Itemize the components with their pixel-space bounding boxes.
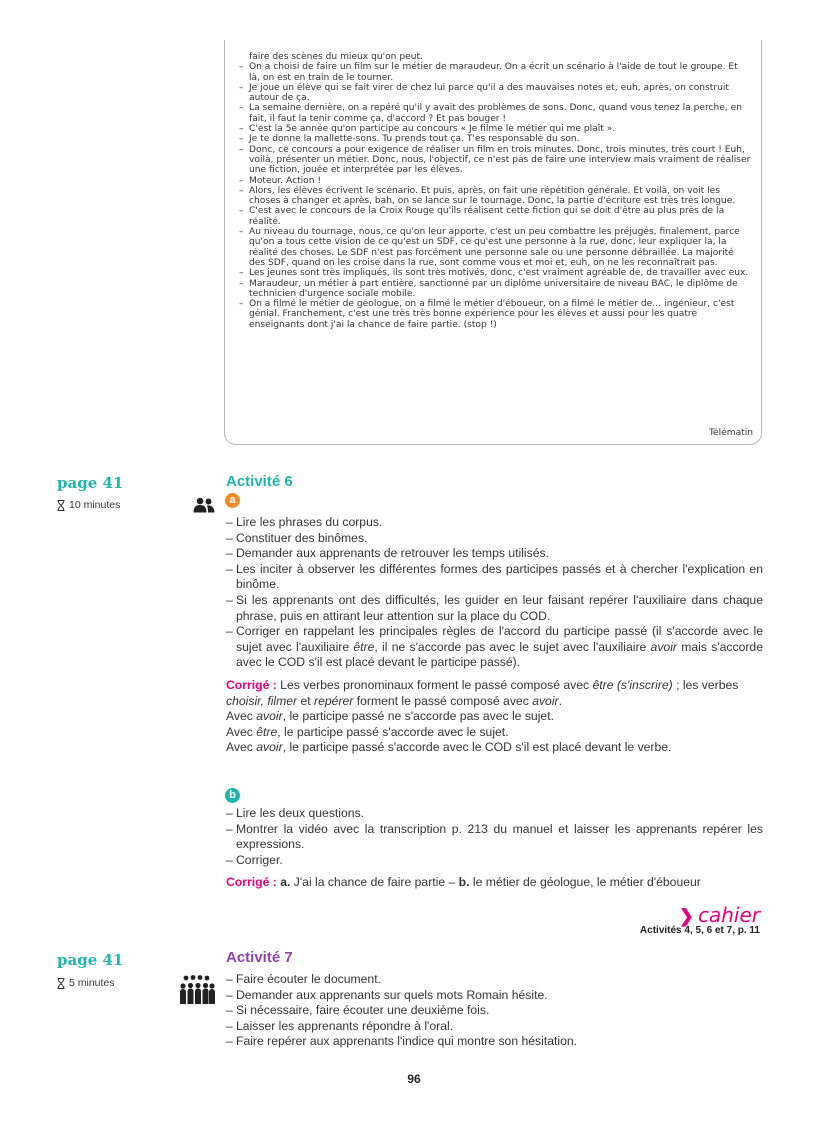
list-item — [226, 624, 763, 671]
pair-work-icon — [193, 497, 215, 513]
text-italic: être — [256, 724, 278, 739]
text: Les verbes pronominaux forment le passé composé avec — [276, 677, 593, 692]
text: Avec — [226, 709, 257, 724]
activity7-list — [226, 972, 763, 1050]
text: ; les verbes — [672, 677, 739, 692]
activity6-duration — [57, 499, 120, 511]
transcript-line: – Moteur. Action ! — [239, 176, 751, 186]
list-item: – Faire repérer aux apprenants l'indice qui montre son hésitation. — [226, 1034, 763, 1050]
text-italic: être (s'inscrire) — [592, 677, 673, 692]
transcript-line: – Maraudeur, un métier à part entière, sanctionné par un diplôme universitaire de niveau BAC, le diplôme de technicien d'urgence sociale mobile. — [239, 279, 751, 300]
hourglass-icon — [57, 500, 65, 511]
step-italic: avoir — [650, 639, 677, 654]
text: le métier de géologue, le métier d'éboueur — [469, 875, 701, 890]
text: Avec — [226, 724, 257, 739]
text-italic: repérer — [314, 693, 354, 708]
text: . — [558, 693, 562, 708]
cahier-reference — [640, 903, 760, 936]
cahier-label: cahier — [697, 903, 760, 927]
rule-line — [226, 725, 763, 741]
transcript-lines — [239, 62, 751, 330]
list-item: – Constituer des binômes. — [226, 531, 763, 547]
list-item: – Laisser les apprenants répondre à l'oral. — [226, 1019, 763, 1035]
part-b-steps — [226, 806, 763, 868]
text-bold: b. — [458, 875, 470, 890]
activity7-title: Activité 7 — [226, 949, 293, 966]
activity6-part-a — [226, 515, 763, 756]
step-text: Corriger en rappelant les principales règles de l'accord du participe passé (il s'accorde avec le sujet avec l'auxiliaire — [236, 624, 763, 654]
text: , le participe passé s'accorde avec le sujet. — [277, 724, 509, 739]
arrow-right-icon: ❯ — [678, 906, 694, 926]
step-text: , il ne s'accorde pas avec le sujet avec l'auxiliaire — [374, 639, 651, 654]
activity7-steps — [226, 972, 763, 1050]
hourglass-icon — [57, 978, 65, 989]
part-b-badge: b — [225, 788, 240, 803]
transcript-line: – C'est la 5e année qu'on participe au concours « Je filme le métier qui me plaît ». — [239, 124, 751, 134]
text: forment le passé composé avec — [353, 693, 533, 708]
corrige-b — [226, 875, 763, 891]
corrige-a — [226, 678, 763, 709]
list-item: – Corriger. — [226, 853, 763, 869]
part-a-steps — [226, 515, 763, 671]
duration-text: 10 minutes — [69, 499, 121, 511]
rule-line — [226, 709, 763, 725]
text: J'ai la chance de faire partie – — [290, 875, 459, 890]
text-italic: avoir — [532, 693, 559, 708]
transcript-box — [224, 40, 762, 445]
list-item: – Lire les phrases du corpus. — [226, 515, 763, 531]
transcript-line: – C'est avec le concours de la Croix Rouge qu'ils réalisent cette fiction qui se doit d'être au plus près de la réalité. — [239, 206, 751, 227]
text: Avec — [226, 740, 257, 755]
transcript-line: – Alors, les élèves écrivent le scénario. Et puis, après, on fait une répétition générale. Et voilà, on voit les choses à changer et après, bah, on se lance sur le tournage. Donc, la partie d'écriture est très très longue. — [239, 186, 751, 207]
list-item: – Si nécessaire, faire écouter une deuxième fois. — [226, 1003, 763, 1019]
list-item: – Lire les deux questions. — [226, 806, 763, 822]
list-item: – Montrer la vidéo avec la transcription p. 213 du manuel et laisser les apprenants repérer les expressions. — [226, 822, 763, 853]
transcript-line: – Au niveau du tournage, nous, ce qu'on leur apporte, c'est un peu combattre les préjugés, finalement, parce qu'on a tous cette vision de ce qu'est un SDF, ce qu'est une personne à la rue, donc, leur expliquer la, la réalité des choses. Le SDF n'est pas forcément une personne sale ou une personne débraillée. La majorité des SDF, quand on les croise dans la rue, sont comme vous et moi et, euh, on ne les reconnaîtrait pas. — [239, 227, 751, 268]
text: , le participe passé ne s'accorde pas avec le sujet. — [282, 709, 554, 724]
transcript-first-line: faire des scènes du mieux qu'on peut. — [249, 52, 423, 62]
corrige-label: Corrigé : — [226, 677, 277, 692]
list-item: – Demander aux apprenants sur quels mots Romain hésite. — [226, 988, 763, 1004]
list-item: – Demander aux apprenants de retrouver les temps utilisés. — [226, 546, 763, 562]
page-number: 96 — [407, 1072, 421, 1086]
list-item: – Faire écouter le document. — [226, 972, 763, 988]
transcript-source: Télématin — [708, 427, 753, 438]
transcript-line: – Les jeunes sont très impliqués, ils sont très motivés, donc, c'est vraiment agréable de, de travailler avec eux. — [239, 268, 751, 278]
corrige-label: Corrigé : — [226, 875, 277, 890]
activity7-page-ref: page 41 — [57, 951, 124, 969]
activity7-duration — [57, 977, 115, 989]
list-item: – Les inciter à observer les différentes formes des participes passés et à chercher l'explication en binôme. — [226, 562, 763, 593]
group-work-icon — [180, 975, 215, 1005]
rule-line — [226, 740, 763, 756]
step-italic: être — [353, 639, 375, 654]
transcript-line: – Je te donne la mallette-sons. Tu prends tout ça. T'es responsable du son. — [239, 134, 751, 144]
transcript-line: – La semaine dernière, on a repéré qu'il y avait des problèmes de sons. Donc, quand vous tenez la perche, en fait, il faut la tenir comme ça, d'accord ? Et pas bouger ! — [239, 103, 751, 124]
transcript-line: – Donc, ce concours a pour exigence de réaliser un film en trois minutes. Donc, trois minutes, très court ! Euh, voilà, présenter un métier. Donc, nous, l'objectif, ce n'est pas de faire une interview mais vraiment de réaliser une fiction, jouée et interprétée par les élèves. — [239, 145, 751, 176]
activity6-part-b — [226, 806, 763, 891]
transcript-line: – Je joue un élève qui se fait virer de chez lui parce qu'il a des mauvaises notes et, euh, après, on construit autour de ça. — [239, 83, 751, 104]
part-a-badge: a — [225, 493, 240, 508]
cahier-refs: Activités 4, 5, 6 et 7, p. 11 — [639, 925, 760, 936]
text: et — [297, 693, 315, 708]
transcript-line: – On a choisi de faire un film sur le métier de maraudeur. On a écrit un scénario à l'aide de tout le groupe. Et là, on est en train de le tourner. — [239, 62, 751, 83]
text-bold: a. — [280, 875, 291, 890]
text-italic: avoir — [256, 709, 283, 724]
list-item: – Si les apprenants ont des difficultés, les guider en leur faisant repérer l'auxiliaire dans chaque phrase, puis en attirant leur attention sur la place du COD. — [226, 593, 763, 624]
duration-text: 5 minutes — [69, 977, 115, 989]
step-text: mais s'accorde avec le COD s'il est placé devant le participe passé). — [236, 639, 763, 670]
text-italic: choisir, filmer — [226, 693, 298, 708]
text-italic: avoir — [256, 740, 283, 755]
activity6-title: Activité 6 — [226, 473, 293, 490]
transcript-line: – On a filmé le métier de géologue, on a filmé le métier d'éboueur, on a filmé le métier de… ingénieur, c'est génial. Franchement, c'est une très très bonne expérience pour les élèves et aussi pour les quatre enseignants dont j'ai la chance de faire partie. (stop !) — [239, 299, 751, 330]
activity6-page-ref: page 41 — [57, 474, 124, 492]
text: , le participe passé s'accorde avec le COD s'il est placé devant le verbe. — [282, 740, 672, 755]
